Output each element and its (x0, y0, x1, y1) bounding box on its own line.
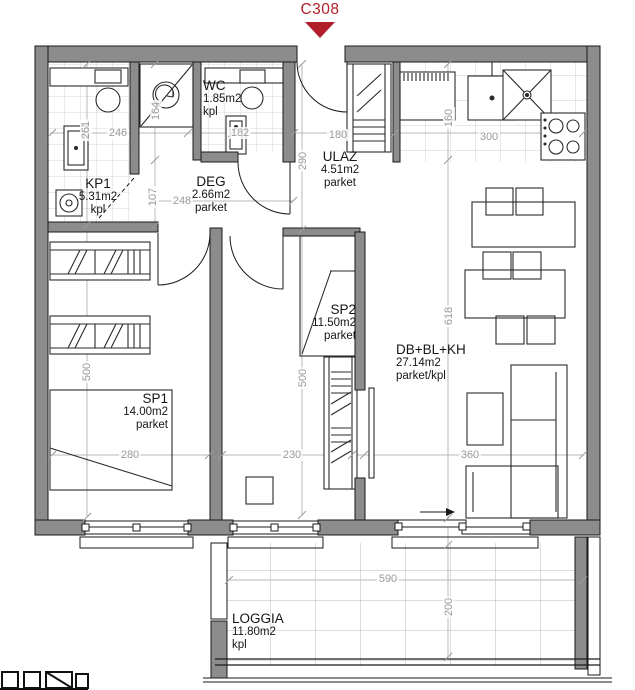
sp2-nightstand (246, 477, 273, 504)
dim-sp1-height: 500 (81, 362, 93, 382)
unit-number-label: C308 (300, 1, 340, 18)
dim-loggia-height: 200 (443, 597, 455, 617)
dim-deg-width: 248 (172, 195, 192, 207)
entry-closet (347, 64, 391, 152)
dim-kp1-width: 246 (108, 127, 128, 139)
sp2-wardrobe (324, 357, 357, 489)
room-label-sp2: SP2 11.50m2 parket (312, 302, 356, 343)
sofa (466, 365, 567, 518)
room-label-sp1: SP1 14.00m2 parket (123, 391, 168, 432)
dining-set (465, 188, 575, 344)
shaft-symbol (140, 64, 193, 127)
room-label-loggia: LOGGIA 11.80m2 kpl (232, 611, 284, 652)
sp2-door (230, 236, 283, 289)
dim-living-width: 360 (460, 449, 480, 461)
sp1-wardrobes (50, 242, 150, 354)
dim-sp2-width: 230 (282, 449, 302, 461)
unit-marker-triangle-icon (305, 22, 335, 38)
room-label-kp1: KP1 5.31m2 kpl (78, 176, 118, 217)
living-sliding-door (392, 508, 538, 548)
loggia-right-edge (588, 537, 600, 675)
dim-kp1-height: 261 (80, 120, 92, 140)
dim-living-height: 618 (443, 306, 455, 326)
loggia-left-window (211, 543, 227, 619)
sp1-window (80, 521, 193, 548)
room-label-db-bl-kh: DB+BL+KH 27.14m2 parket/kpl (396, 342, 466, 383)
sliding-door-leaf (369, 388, 374, 478)
room-label-deg: DEG 2.66m2 parket (191, 174, 231, 215)
dim-sp1-width: 280 (120, 449, 140, 461)
sp1-door (158, 233, 210, 285)
dim-deg-height: 107 (147, 187, 159, 207)
dim-kitchen-height: 160 (443, 108, 455, 128)
room-label-wc: WC 1.85m2 kpl (203, 78, 242, 119)
dim-kitchen-width: 300 (479, 131, 499, 143)
dim-shaft-height: 164 (150, 101, 162, 121)
dim-sp2-height: 500 (297, 368, 309, 388)
entrance-door (297, 62, 347, 112)
dim-loggia-width: 590 (378, 573, 398, 585)
wc-door (238, 162, 290, 214)
coffee-table (467, 393, 503, 445)
dim-ulaz-height: 290 (297, 151, 309, 171)
dim-ulaz-width: 180 (328, 129, 348, 141)
dim-wc-width: 182 (230, 127, 250, 139)
stove-icon (541, 113, 585, 160)
site-plan-minimap (0, 672, 88, 689)
room-label-ulaz: ULAZ 4.51m2 parket (320, 149, 360, 190)
